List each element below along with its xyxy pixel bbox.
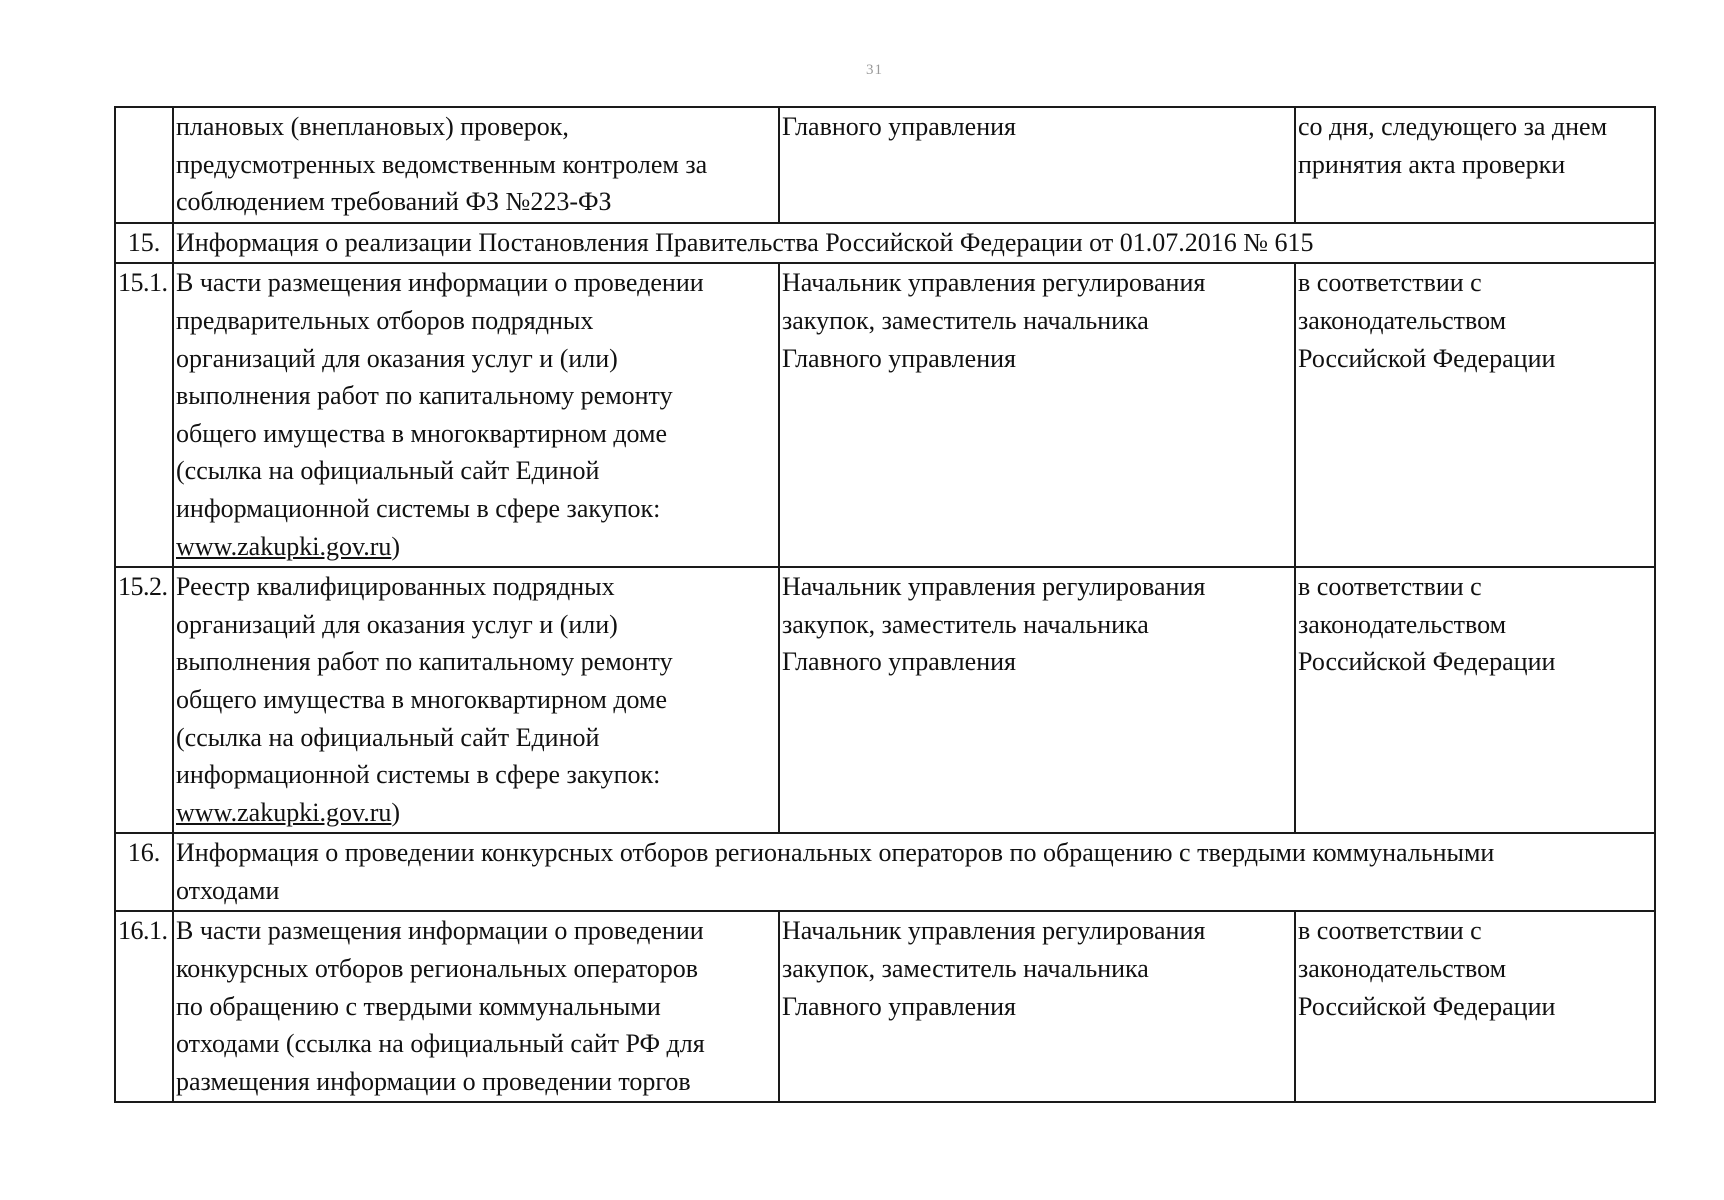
description-cell — [173, 107, 779, 223]
table-row — [115, 911, 1655, 1102]
responsible-cell — [779, 567, 1295, 833]
zakupki-link[interactable]: www.zakupki.gov.ru — [176, 531, 392, 561]
table-row — [115, 107, 1655, 223]
description-cell — [173, 567, 779, 833]
description-line: выполнения работ по капитальному ремонту — [176, 647, 673, 677]
deadline-line: законодательством — [1298, 305, 1507, 335]
description-line: В части размещения информации о проведении — [176, 268, 704, 298]
zakupki-link[interactable]: www.zakupki.gov.ru — [176, 797, 392, 827]
row-number: 15.1. — [115, 263, 173, 567]
link-suffix: ) — [391, 797, 401, 827]
document-table — [114, 106, 1656, 1103]
section-number: 16. — [115, 833, 173, 911]
responsible-line: закупок, заместитель начальника — [782, 305, 1149, 335]
description-line: выполнения работ по капитальному ремонту — [176, 381, 673, 411]
responsible-line: Начальник управления регулирования — [782, 916, 1206, 946]
description-line: (ссылка на официальный сайт Единой — [176, 722, 600, 752]
section-title — [173, 833, 1655, 911]
responsible-cell — [779, 911, 1295, 1102]
table-row — [115, 567, 1655, 833]
responsible-line: Главного управления — [782, 112, 1016, 141]
responsible-line: Главного управления — [782, 647, 1016, 677]
description-line: по обращению с твердыми коммунальными — [176, 991, 661, 1021]
description-line: общего имущества в многоквартирном доме — [176, 684, 668, 714]
deadline-line: Российской Федерации — [1298, 647, 1556, 677]
description-line: информационной системы в сфере закупок: — [176, 493, 661, 523]
row-number: 15.2. — [115, 567, 173, 833]
section-number: 15. — [115, 223, 173, 264]
section-title — [173, 223, 1655, 264]
description-cell — [173, 911, 779, 1102]
deadline-line: Российской Федерации — [1298, 991, 1556, 1021]
deadline-line: в соответствии с — [1298, 916, 1482, 946]
responsible-cell — [779, 263, 1295, 567]
deadline-cell — [1295, 567, 1655, 833]
responsible-line: закупок, заместитель начальника — [782, 954, 1149, 984]
deadline-cell — [1295, 107, 1655, 223]
responsible-line: закупок, заместитель начальника — [782, 609, 1149, 639]
description-line: (ссылка на официальный сайт Единой — [176, 456, 600, 486]
section-title-line: отходами — [176, 875, 280, 905]
section-row — [115, 833, 1655, 911]
description-link-line — [176, 794, 776, 832]
responsible-line: Главного управления — [782, 343, 1016, 373]
link-suffix: ) — [391, 531, 401, 561]
table-row — [115, 263, 1655, 567]
responsible-line: Главного управления — [782, 991, 1016, 1021]
deadline-line: в соответствии с — [1298, 572, 1482, 602]
deadline-line: законодательством — [1298, 954, 1507, 984]
section-title-line: Информация о реализации Постановления Правительства Российской Федерации от 01.07.2016 № 615 — [176, 227, 1314, 257]
description-line: организаций для оказания услуг и (или) — [176, 343, 618, 373]
description-line: отходами (ссылка на официальный сайт РФ для — [176, 1029, 705, 1059]
description-line: В части размещения информации о проведении — [176, 916, 704, 946]
responsible-line: Начальник управления регулирования — [782, 572, 1206, 602]
section-title-line: Информация о проведении конкурсных отборов региональных операторов по обращению с твердыми коммунальными — [176, 838, 1495, 868]
deadline-line: со дня, следующего за днем — [1298, 112, 1608, 141]
description-line: конкурсных отборов региональных операторов — [176, 954, 699, 984]
description-line: информационной системы в сфере закупок: — [176, 760, 661, 790]
row-number — [115, 107, 173, 223]
description-line: соблюдением требований ФЗ №223-ФЗ — [176, 187, 612, 217]
description-cell — [173, 263, 779, 567]
description-line: предварительных отборов подрядных — [176, 305, 594, 335]
deadline-line: Российской Федерации — [1298, 343, 1556, 373]
deadline-line: в соответствии с — [1298, 268, 1482, 298]
section-row — [115, 223, 1655, 264]
description-line: общего имущества в многоквартирном доме — [176, 418, 668, 448]
deadline-cell — [1295, 911, 1655, 1102]
responsible-line: Начальник управления регулирования — [782, 268, 1206, 298]
responsible-cell — [779, 107, 1295, 223]
description-line: организаций для оказания услуг и (или) — [176, 609, 618, 639]
description-line: плановых (внеплановых) проверок, — [176, 112, 569, 141]
row-number: 16.1. — [115, 911, 173, 1102]
description-line: Реестр квалифицированных подрядных — [176, 572, 615, 602]
description-line: размещения информации о проведении торгов — [176, 1066, 691, 1096]
deadline-cell — [1295, 263, 1655, 567]
description-link-line — [176, 528, 776, 566]
deadline-line: законодательством — [1298, 609, 1507, 639]
description-line: предусмотренных ведомственным контролем за — [176, 149, 708, 179]
deadline-line: принятия акта проверки — [1298, 149, 1566, 179]
page-number: 31 — [866, 62, 883, 78]
